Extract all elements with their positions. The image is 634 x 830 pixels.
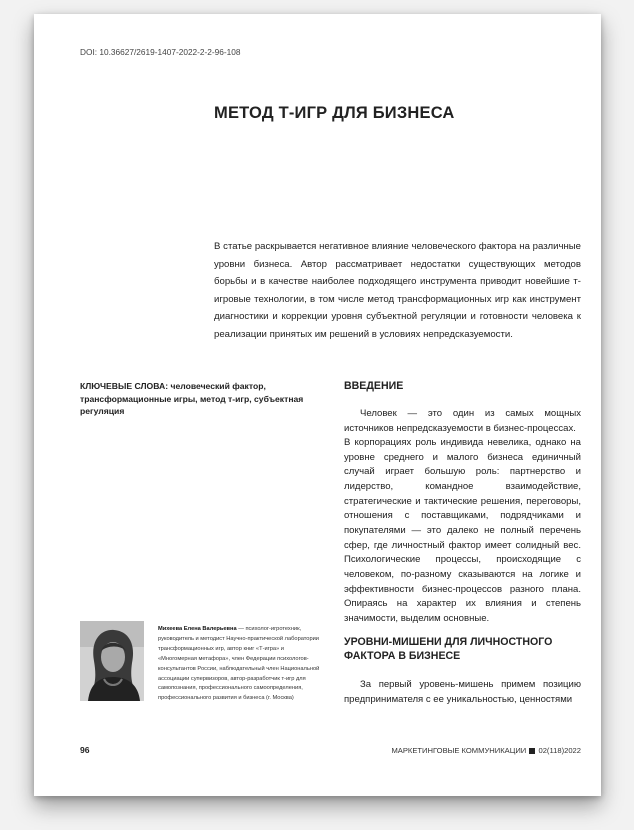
section-heading-intro: ВВЕДЕНИЕ [344, 380, 404, 392]
article-abstract: В статье раскрывается негативное влияние человеческого фактора на различные уровни бизнеса. Автор рассматривает недостатки существующих методов борьбы и в качестве наиболее подходящего инструмента приводит новейшие т-игровые технологии, в том числе метод трансформационных игр как инструмент диагностики и коррекции уровня субъектной регуляции и готовности человека к реализации принятых им решений в условиях непредсказуемости. [214, 241, 581, 340]
page-number: 96 [80, 745, 90, 755]
journal-issue: 02(118)2022 [538, 746, 581, 755]
keywords: КЛЮЧЕВЫЕ СЛОВА: человеческий фактор, трансформационные игры, метод т-игр, субъектная регуляция [80, 381, 304, 417]
author-name: Михеева Елена Валерьевна [158, 626, 237, 632]
doi-text: DOI: 10.36627/2619-1407-2022-2-2-96-108 [80, 47, 241, 57]
square-separator-icon [529, 748, 535, 754]
footer-journal [391, 746, 581, 755]
article-title: МЕТОД Т-ИГР ДЛЯ БИЗНЕСА [214, 104, 455, 122]
author-photo [80, 621, 144, 701]
section-heading-levels: УРОВНИ-МИШЕНИ ДЛЯ ЛИЧНОСТНОГО ФАКТОРА В БИЗНЕСЕ [344, 636, 553, 662]
author-description: — психолог-игротехник, руководитель и методист Научно-практической лаборатории трансформационных игр, автор книг «Т-игра» и «Многомерная метафора», член Федерации психологов-консультантов России, наблюдательный член Национальной ассоциации супервизоров, автор-разработчик т-игр для самопознания, профессионального самоопределения, профессионального развития и бизнеса (г. Москва) [158, 626, 320, 702]
levels-paragraph-1: За первый уровень-мишень примем позицию предпринимателя с ее уникальностью, ценностями [344, 679, 581, 705]
journal-name: МАРКЕТИНГОВЫЕ КОММУНИКАЦИИ [391, 746, 527, 755]
journal-page [34, 14, 601, 796]
author-bio [158, 625, 320, 704]
intro-paragraph-2: В корпорациях роль индивида невелика, однако на уровне среднего и малого бизнеса единичный случай играет большую роль: партнерство и лидерство, командное взаимодействие, стратегические и тактические решения, переговоры, отношения с поставщиками, подрядчиками и покупателями — это далеко не полный перечень сфер, где личностный фактор имеет солидный вес. Психологические процессы, происходящие с человеком, по-разному сказываются на логике и эффективности бизнес-процессов разного плана. Опираясь на характер их влияния и степень значимости, выделим основные. [344, 437, 581, 624]
author-portrait-image [80, 621, 144, 701]
intro-paragraph-1: Человек — это один из самых мощных источников непредсказуемости в бизнес-процессах. [344, 408, 581, 434]
